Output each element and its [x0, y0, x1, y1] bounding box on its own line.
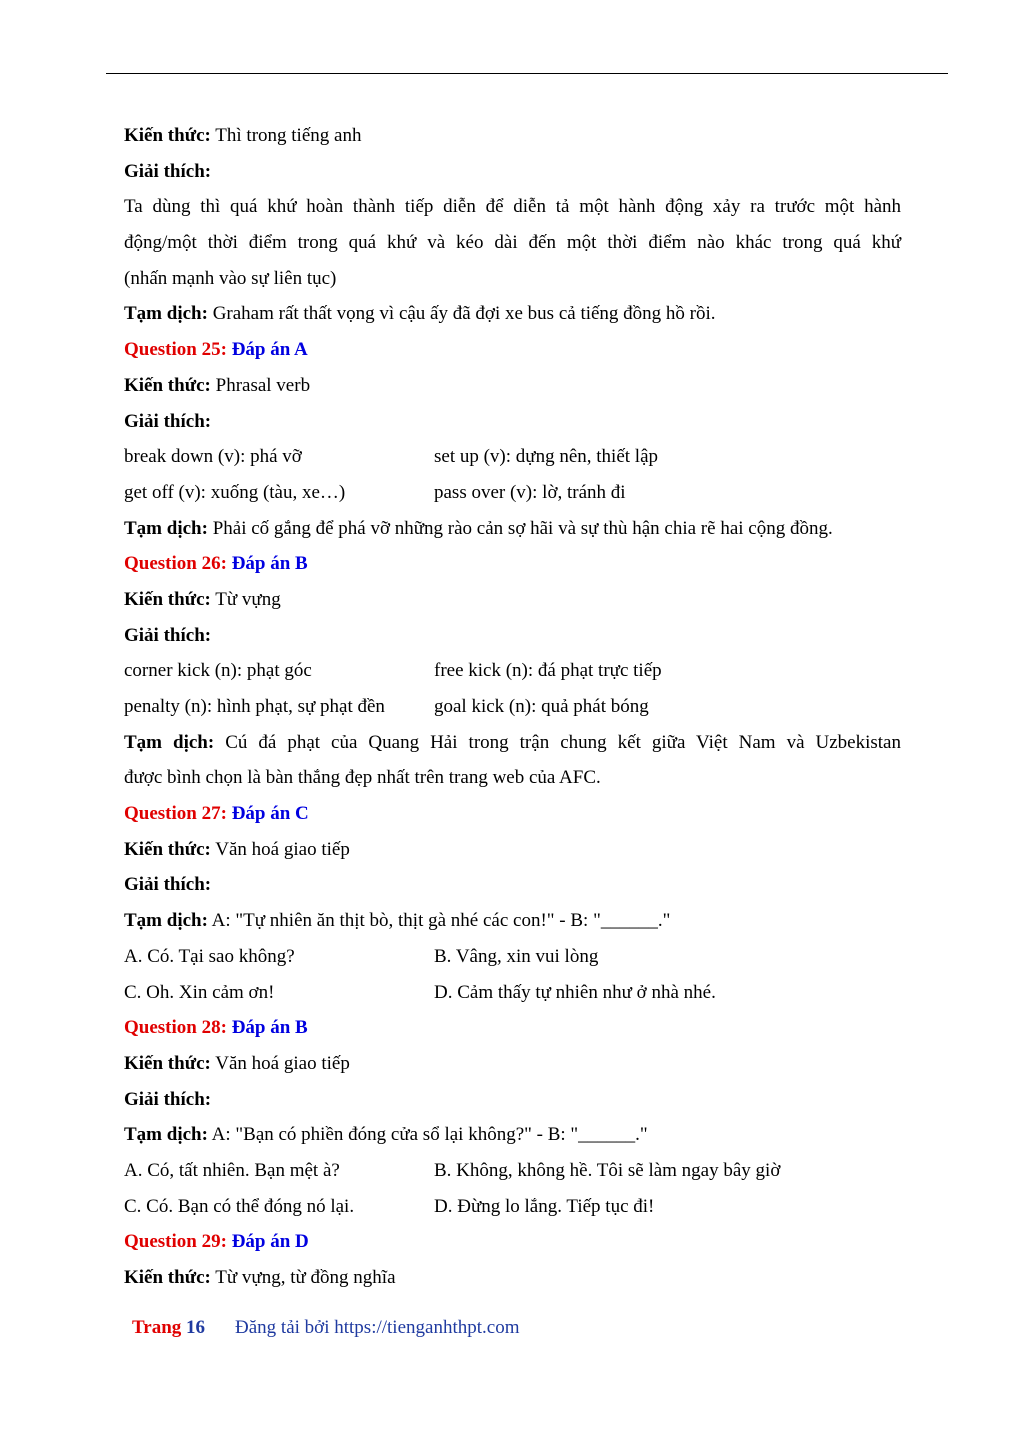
translation-line: Tạm dịch: Graham rất thất vọng vì cậu ấy đã đợi xe bus cả tiếng đồng hồ rồi.: [124, 303, 716, 325]
vocab-row: [124, 653, 901, 689]
page-content: [124, 118, 901, 1296]
question-heading-26: Question 26: Đáp án B: [124, 553, 308, 575]
option-c: C. Có. Bạn có thể đóng nó lại.: [124, 1195, 355, 1217]
options-row: [124, 1189, 901, 1225]
options-row: [124, 939, 901, 975]
option-b: B. Vâng, xin vui lòng: [434, 945, 599, 967]
vocab-row: [124, 439, 901, 475]
explanation-heading: Giải thích:: [124, 1088, 212, 1110]
options-row: [124, 1153, 901, 1189]
explanation-text: động/một thời điểm trong quá khứ và kéo dài đến một thời điểm nào khác trong quá khứ: [124, 232, 901, 254]
vocab-item: free kick (n): đá phạt trực tiếp: [434, 660, 662, 682]
explanation-heading: Giải thích:: [124, 874, 212, 896]
option-d: D. Cảm thấy tự nhiên như ở nhà nhé.: [434, 981, 716, 1003]
explanation-heading: Giải thích:: [124, 410, 212, 432]
option-a: A. Có, tất nhiên. Bạn mệt à?: [124, 1159, 340, 1181]
vocab-item: corner kick (n): phạt góc: [124, 660, 312, 682]
knowledge-line: Kiến thức: Văn hoá giao tiếp: [124, 838, 350, 860]
option-c: C. Oh. Xin cảm ơn!: [124, 981, 275, 1003]
translation-line: Tạm dịch: Cú đá phạt của Quang Hải trong trận chung kết giữa Việt Nam và Uzbekistan: [124, 731, 901, 753]
page-footer: [132, 1313, 519, 1343]
vocab-item: penalty (n): hình phạt, sự phạt đền: [124, 696, 385, 717]
option-a: A. Có. Tại sao không?: [124, 945, 295, 967]
question-heading-25: Question 25: Đáp án A: [124, 339, 308, 361]
vocab-item: get off (v): xuống (tàu, xe…): [124, 481, 346, 503]
translation-text: được bình chọn là bàn thắng đẹp nhất trên trang web của AFC.: [124, 767, 601, 789]
vocab-item: goal kick (n): quả phát bóng: [434, 696, 649, 717]
knowledge-line: Kiến thức: Văn hoá giao tiếp: [124, 1052, 350, 1074]
vocab-row: [124, 689, 901, 725]
vocab-row: [124, 475, 901, 511]
question-heading-29: Question 29: Đáp án D: [124, 1231, 309, 1253]
vocab-item: set up (v): dựng nên, thiết lập: [434, 446, 659, 468]
page-label: Trang: [132, 1317, 187, 1338]
options-row: [124, 975, 901, 1011]
translation-line: Tạm dịch: A: "Bạn có phiền đóng cửa sổ lại không?" - B: "______.": [124, 1124, 648, 1146]
header-rule: [106, 73, 948, 74]
knowledge-line: Kiến thức: Phrasal verb: [124, 374, 311, 396]
vocab-item: break down (v): phá vỡ: [124, 446, 302, 468]
option-d: D. Đừng lo lắng. Tiếp tục đi!: [434, 1195, 655, 1217]
explanation-heading: Giải thích:: [124, 624, 212, 646]
question-heading-27: Question 27: Đáp án C: [124, 803, 309, 825]
knowledge-line: Kiến thức: Thì trong tiếng anh: [124, 125, 362, 146]
knowledge-line: Kiến thức: Từ vựng, từ đồng nghĩa: [124, 1267, 396, 1288]
question-heading-28: Question 28: Đáp án B: [124, 1017, 308, 1039]
explanation-text: (nhấn mạnh vào sự liên tục): [124, 267, 337, 289]
explanation-heading: Giải thích:: [124, 160, 212, 182]
translation-line: Tạm dịch: Phải cố gắng để phá vỡ những rào cản sợ hãi và sự thù hận chia rẽ hai cộng đồng.: [124, 517, 833, 539]
knowledge-line: Kiến thức: Từ vựng: [124, 588, 281, 610]
source-link[interactable]: Đăng tải bởi https://tienganhthpt.com: [235, 1317, 520, 1338]
vocab-item: pass over (v): lờ, tránh đi: [434, 481, 626, 503]
option-b: B. Không, không hề. Tôi sẽ làm ngay bây giờ: [434, 1159, 781, 1181]
explanation-text: Ta dùng thì quá khứ hoàn thành tiếp diễn để diễn tả một hành động xảy ra trước một hành: [124, 196, 901, 218]
translation-line: Tạm dịch: A: "Tự nhiên ăn thịt bò, thịt gà nhé các con!" - B: "______.": [124, 910, 671, 932]
page-number: 16: [186, 1317, 206, 1338]
